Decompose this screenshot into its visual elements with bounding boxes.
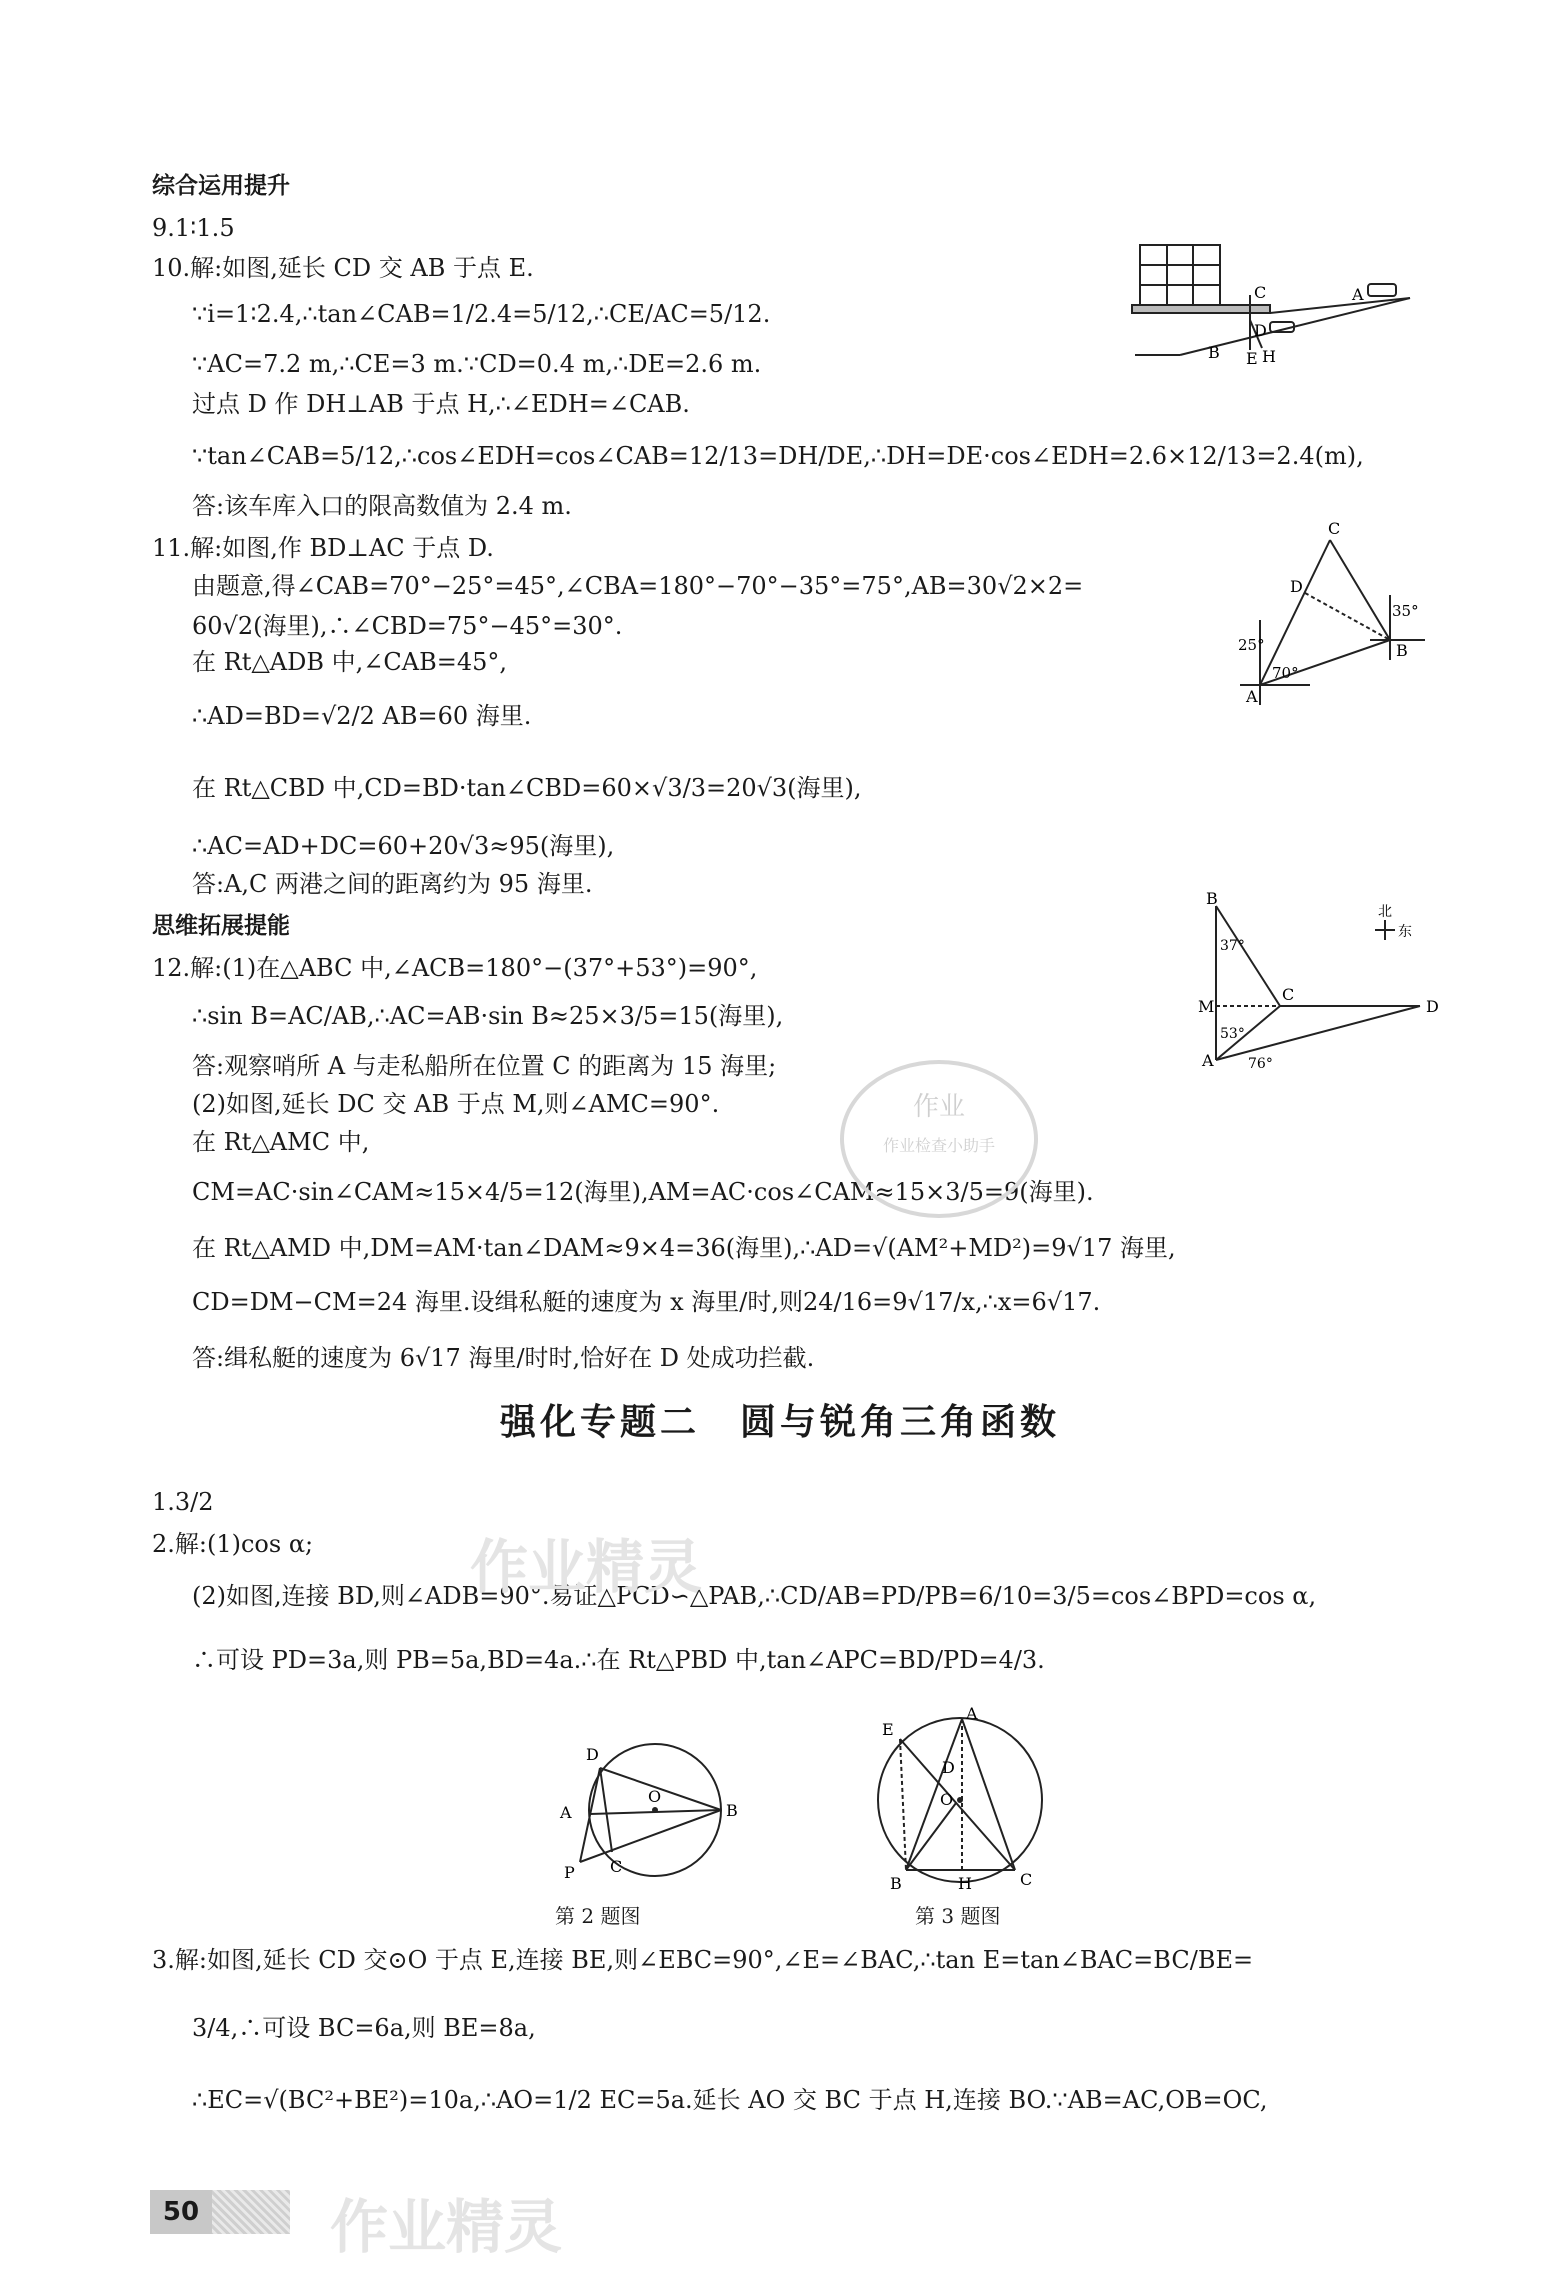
answer-line: 在 Rt△AMD 中,DM=AM·tan∠DAM≈9×4=36(海里),∴AD=√(AM²+MD²)=9√17 海里, <box>192 1234 1176 1262</box>
answer-line: 在 Rt△ADB 中,∠CAB=45°, <box>192 648 507 676</box>
answer-line: ∵i=1∶2.4,∴tan∠CAB=1/2.4=5/12,∴CE/AC=5/12. <box>192 300 771 328</box>
answer-line: 9.1∶1.5 <box>152 214 235 242</box>
label-D: D <box>1426 997 1439 1016</box>
answer-line: ∴sin B=AC/AB,∴AC=AB·sin B≈25×3/5=15(海里), <box>192 1002 784 1030</box>
answer-line: ∴AD=BD=√2/2 AB=60 海里. <box>192 702 532 730</box>
answer-line: 3.解:如图,延长 CD 交⊙O 于点 E,连接 BE,则∠EBC=90°,∠E=∠BAC,∴tan E=tan∠BAC=BC/BE= <box>152 1946 1254 1974</box>
label-C: C <box>1328 520 1341 538</box>
label-A: A <box>1352 285 1364 304</box>
answer-line: ∴AC=AD+DC=60+20√3≈95(海里), <box>192 832 615 860</box>
answer-line: 1.3/2 <box>152 1488 214 1516</box>
topic-title: 强化专题二 圆与锐角三角函数 <box>500 1402 1061 1443</box>
angle-37: 37° <box>1220 938 1245 954</box>
answer-line: 3/4,∴可设 BC=6a,则 BE=8a, <box>192 2014 536 2042</box>
answer-line: 过点 D 作 DH⊥AB 于点 H,∴∠EDH=∠CAB. <box>192 390 690 418</box>
answer-line: 由题意,得∠CAB=70°−25°=45°,∠CBA=180°−70°−35°=75°,AB=30√2×2= <box>192 572 1084 600</box>
label-B: B <box>1396 641 1408 660</box>
answer-line: ∵AC=7.2 m,∴CE=3 m.∵CD=0.4 m,∴DE=2.6 m. <box>192 350 762 378</box>
label-O: O <box>648 1787 662 1806</box>
answer-line: 10.解:如图,延长 CD 交 AB 于点 E. <box>152 254 534 282</box>
label-A: A <box>966 1705 978 1723</box>
label-B: B <box>726 1801 738 1820</box>
stamp-subtext: 作业检查小助手 <box>882 1136 995 1155</box>
interception-figure <box>1190 890 1450 1080</box>
answer-line: 答:观察哨所 A 与走私船所在位置 C 的距离为 15 海里; <box>192 1052 777 1080</box>
watermark: 作业精灵 <box>330 2193 563 2261</box>
label-A: A <box>1202 1051 1214 1070</box>
answer-line: 答:该车库入口的限高数值为 2.4 m. <box>192 492 572 520</box>
angle-25: 25° <box>1238 636 1265 654</box>
answer-line: ∴可设 PD=3a,则 PB=5a,BD=4a.∴在 Rt△PBD 中,tan∠APC=BD/PD=4/3. <box>192 1646 1045 1674</box>
angle-53: 53° <box>1220 1026 1245 1042</box>
label-D: D <box>942 1758 955 1777</box>
page-number: 50 <box>150 2190 212 2234</box>
answer-line: 答:缉私艇的速度为 6√17 海里/时时,恰好在 D 处成功拦截. <box>192 1344 815 1372</box>
figure-caption: 第 3 题图 <box>915 1904 1001 1928</box>
label-E: E <box>882 1720 894 1739</box>
navigation-triangle-figure <box>1220 520 1440 710</box>
label-A: A <box>560 1803 572 1822</box>
watermark: 作业精灵 <box>470 1533 703 1601</box>
label-B: B <box>1206 890 1218 908</box>
answer-line: CD=DM−CM=24 海里.设缉私艇的速度为 x 海里/时,则24/16=9√17/x,∴x=6√17. <box>192 1288 1101 1316</box>
watermark-stamp <box>840 1060 1038 1218</box>
label-H: H <box>1262 347 1276 366</box>
answer-line: 在 Rt△AMC 中, <box>192 1128 370 1156</box>
label-C: C <box>610 1857 623 1876</box>
answer-line: 60√2(海里),∴∠CBD=75°−45°=30°. <box>192 612 623 640</box>
label-P: P <box>564 1863 575 1882</box>
label-B: B <box>890 1874 902 1893</box>
label-A: A <box>1246 687 1258 706</box>
answer-line: ∵tan∠CAB=5/12,∴cos∠EDH=cos∠CAB=12/13=DH/DE,∴DH=DE·cos∠EDH=2.6×12/13=2.4(m), <box>192 442 1364 470</box>
answer-line: 12.解:(1)在△ABC 中,∠ACB=180°−(37°+53°)=90°, <box>152 954 758 982</box>
stamp-text: 作业 <box>912 1092 965 1122</box>
label-H: H <box>958 1874 972 1893</box>
label-M: M <box>1198 997 1215 1016</box>
answer-line: 在 Rt△CBD 中,CD=BD·tan∠CBD=60×√3/3=20√3(海里), <box>192 774 862 802</box>
figure-caption: 第 2 题图 <box>555 1904 641 1928</box>
answer-line: (2)如图,延长 DC 交 AB 于点 M,则∠AMC=90°. <box>192 1090 720 1118</box>
answer-line: CM=AC·sin∠CAM≈15×4/5=12(海里),AM=AC·cos∠CAM≈15×3/5=9(海里). <box>192 1178 1094 1206</box>
circle-figure-3 <box>870 1705 1050 1895</box>
garage-figure <box>1130 240 1430 370</box>
circle-figure-2 <box>530 1740 760 1890</box>
label-C: C <box>1282 985 1295 1004</box>
label-C: C <box>1020 1870 1033 1889</box>
page-number-badge <box>150 2190 290 2234</box>
compass-north: 北 <box>1378 904 1392 920</box>
angle-35: 35° <box>1392 602 1419 620</box>
label-O: O <box>940 1790 954 1809</box>
answer-line: (2)如图,连接 BD,则∠ADB=90°.易证△PCD∽△PAB,∴CD/AB=PD/PB=6/10=3/5=cos∠BPD=cos α, <box>192 1582 1317 1610</box>
label-D: D <box>1254 321 1267 340</box>
answer-line: 11.解:如图,作 BD⊥AC 于点 D. <box>152 534 494 562</box>
answer-line: 2.解:(1)cos α; <box>152 1530 314 1558</box>
section-heading: 综合运用提升 <box>152 173 290 199</box>
section-heading: 思维拓展提能 <box>152 913 290 939</box>
label-E: E <box>1246 349 1258 368</box>
answer-line: 答:A,C 两港之间的距离约为 95 海里. <box>192 870 593 898</box>
label-D: D <box>586 1745 599 1764</box>
label-C: C <box>1254 283 1267 302</box>
compass-east: 东 <box>1398 924 1412 940</box>
angle-76: 76° <box>1248 1056 1273 1072</box>
answer-line: ∴EC=√(BC²+BE²)=10a,∴AO=1/2 EC=5a.延长 AO 交 BC 于点 H,连接 BO.∵AB=AC,OB=OC, <box>192 2086 1268 2114</box>
label-B: B <box>1208 343 1220 362</box>
angle-70: 70° <box>1272 664 1299 682</box>
label-D: D <box>1290 577 1303 596</box>
